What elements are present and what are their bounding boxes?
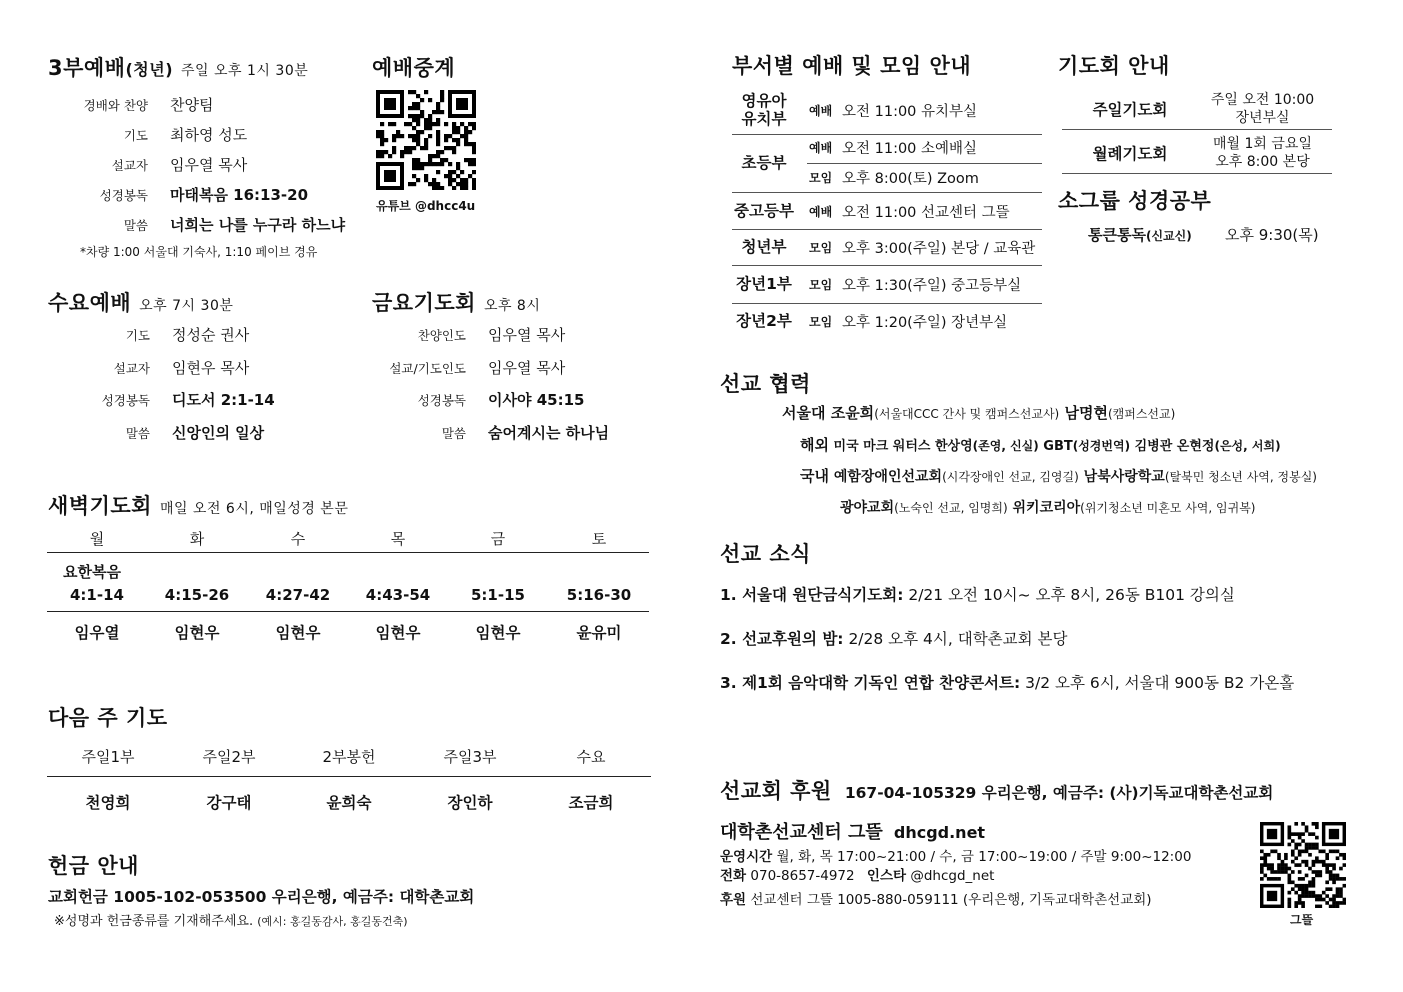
order-value: 너희는 나를 누구라 하느냐 <box>170 216 346 234</box>
small-group-time: 오후 9:30(목) <box>1225 226 1319 244</box>
broadcast-caption: 유튜브 @dhcc4u <box>376 199 476 213</box>
dawn-day: 목 <box>390 530 406 548</box>
order-value: 찬양팀 <box>170 96 214 114</box>
worship3-title: 3부예배(청년) 주일 오후 1시 30분 <box>48 56 309 80</box>
prayer-meeting-time: 주일 오전 10:00 <box>1210 92 1315 108</box>
dawn-leader: 임현우 <box>275 624 321 642</box>
worship3-note: *차량 1:00 서울대 기숙사, 1:10 페이브 경유 <box>80 245 318 259</box>
mission-partner-text: (탈북민 청소년 사역, 정봉실) <box>1164 470 1317 484</box>
dawn-table-rule <box>47 611 649 612</box>
order-value: 신앙인의 일상 <box>172 423 265 442</box>
mission-news-head: 2. 선교후원의 밤: <box>720 630 844 648</box>
center-contact: 전화 070-8657-4972 인스타 @dhcgd_net <box>720 868 995 884</box>
dawn-book: 요한복음 <box>63 563 121 581</box>
dawn-day: 화 <box>189 530 205 548</box>
order-value: 임현우 목사 <box>172 358 250 377</box>
order-value: 임우열 목사 <box>170 156 248 174</box>
mission-partner-text: 서울대 <box>782 404 826 422</box>
order-label: 말씀 <box>123 218 148 233</box>
order-value: 임우열 목사 <box>488 358 566 377</box>
mission-partner-text: 광야교회 <box>840 500 895 516</box>
mission-partner-text: 미국 마크 워터스 한상영 <box>828 439 973 454</box>
department-name: 중고등부 <box>734 201 794 220</box>
prayer-name: 윤희숙 <box>326 794 372 812</box>
dawn-leader: 임우열 <box>74 624 120 642</box>
mission-partner-text: (위기청소년 미혼모 사역, 임귀복) <box>1080 501 1256 515</box>
mission-news-head: 3. 제1회 음악대학 기독인 연합 찬양콘서트: <box>720 674 1021 692</box>
mission-partner-text: 김병관 온현정 <box>1130 439 1215 454</box>
offering-account: 교회헌금 1005-102-053500 우리은행, 예금주: 대학촌교회 <box>48 888 475 906</box>
small-group-title: 소그룹 성경공부 <box>1058 189 1212 213</box>
order-value: 숨어계시는 하나님 <box>488 423 610 442</box>
prayer-slot: 주일3부 <box>443 748 497 766</box>
mission-partner-text: 위키코리아 <box>1007 500 1081 516</box>
dawn-leader: 임현우 <box>174 624 220 642</box>
mission-partner-line <box>782 402 1175 423</box>
dawn-leader: 임현우 <box>375 624 421 642</box>
prayer-name: 강구태 <box>206 794 252 812</box>
mission-news-body: 2/21 오전 10시~ 오후 8시, 26동 B101 강의실 <box>903 586 1235 604</box>
department-entry-text: 오후 1:30(주일) 중고등부실 <box>842 278 1022 294</box>
department-entry-tag: 모임 <box>809 278 833 292</box>
dawn-day: 수 <box>290 530 306 548</box>
order-value: 임우열 목사 <box>488 326 566 344</box>
prayer-name: 천영희 <box>85 794 131 812</box>
prayer-meeting-divider <box>1062 173 1332 174</box>
department-entry-tag: 모임 <box>809 241 833 255</box>
mission-partner-text: (성경번역) <box>1072 439 1131 453</box>
order-label: 설교자 <box>111 158 148 173</box>
mission-partner-text: 예함장애인선교회 <box>828 469 943 485</box>
mission-news-body: 2/28 오후 4시, 대학촌교회 본당 <box>843 630 1068 648</box>
wednesday-title: 수요예배 오후 7시 30분 <box>48 291 234 315</box>
offering-title: 헌금 안내 <box>48 854 139 878</box>
department-name: 초등부 <box>741 154 787 172</box>
mission-partner-text: (노숙인 선교, 임명희) <box>894 501 1008 515</box>
order-value: 이사야 45:15 <box>488 391 585 409</box>
prayer-meeting-name: 주일기도회 <box>1092 101 1168 119</box>
department-entry-text: 오전 11:00 유치부실 <box>842 104 978 120</box>
center-hours: 운영시간 월, 화, 목 17:00~21:00 / 수, 금 17:00~19:00 / 주말 9:00~12:00 <box>720 849 1192 865</box>
dawn-table-rule <box>47 552 649 553</box>
prayer-slot: 주일1부 <box>81 748 135 766</box>
mission-partner-line <box>800 434 1281 455</box>
center-qr-caption: 그뜰 <box>1290 913 1314 927</box>
department-entry-tag: 예배 <box>809 204 833 219</box>
prayer-slot: 주일2부 <box>202 748 256 766</box>
order-value: 정성순 권사 <box>172 326 250 344</box>
mission-news-item <box>720 671 1294 693</box>
friday-time: 오후 8시 <box>483 298 541 314</box>
dawn-passage: 4:27-42 <box>265 586 331 604</box>
department-entry-tag: 모임 <box>809 315 833 329</box>
prayer-meeting-divider <box>1062 129 1332 130</box>
mission-partner-text: (서울대CCC 간사 및 캠퍼스선교사) <box>874 407 1060 421</box>
dawn-leader: 윤유미 <box>576 624 622 642</box>
order-label: 말씀 <box>125 425 150 441</box>
dawn-title: 새벽기도회 매일 오전 6시, 매일성경 본문 <box>48 494 349 518</box>
youtube-qr-code[interactable] <box>376 90 476 190</box>
dawn-day: 월 <box>89 530 105 548</box>
wednesday-time: 오후 7시 30분 <box>139 298 234 314</box>
order-value: 최하영 성도 <box>170 126 248 144</box>
prayer-slot: 2부봉헌 <box>322 748 376 766</box>
order-label: 기도 <box>123 128 148 143</box>
departments-title: 부서별 예배 및 모임 안내 <box>732 54 972 78</box>
prayer-meeting-place: 장년부실 <box>1235 110 1290 126</box>
order-label: 찬양인도 <box>417 328 466 343</box>
department-name: 청년부 <box>741 238 787 256</box>
mission-partner-line <box>800 465 1317 486</box>
center-qr-code[interactable] <box>1260 822 1346 908</box>
mission-partner-text: 국내 <box>800 467 829 485</box>
department-name: 영유아 유치부 <box>741 92 787 128</box>
order-label: 설교자 <box>113 360 150 376</box>
dawn-passage: 4:15-26 <box>164 586 230 604</box>
mission-news-title: 선교 소식 <box>720 542 811 566</box>
mission-news-head: 1. 서울대 원단금식기도회: <box>720 586 904 604</box>
prayer-meeting-time: 매월 1회 금요일 <box>1213 136 1312 152</box>
order-value: 디도서 2:1-14 <box>172 391 275 409</box>
order-label: 성경봉독 <box>99 188 148 203</box>
prayer-meetings-title: 기도회 안내 <box>1058 54 1170 78</box>
mission-partner-text: GBT <box>1038 439 1073 454</box>
support-line: 선교회 후원 167-04-105329 우리은행, 예금주: (사)기독교대학촌선교회 <box>720 779 1274 803</box>
department-name: 장년1부 <box>736 275 792 293</box>
prayer-slot: 수요 <box>576 748 606 766</box>
mission-partner-text: (은성, 서희) <box>1214 439 1281 453</box>
order-label: 말씀 <box>441 425 466 441</box>
mission-title: 선교 협력 <box>720 372 811 396</box>
mission-partner-text: (존영, 신실) <box>972 439 1039 453</box>
department-entry-text: 오후 8:00(토) Zoom <box>842 171 979 187</box>
dawn-passage: 4:1-14 <box>70 586 124 604</box>
order-label: 경배와 찬양 <box>83 98 148 113</box>
dawn-leader: 임현우 <box>475 624 521 642</box>
department-entry-tag: 모임 <box>809 171 833 185</box>
department-entry-divider <box>807 163 1042 164</box>
next-prayer-title: 다음 주 기도 <box>48 706 168 730</box>
mission-partner-text: (시각장애인 선교, 김영길) <box>942 470 1079 484</box>
mission-partner-line <box>840 497 1255 517</box>
mission-partner-text: 조윤희 <box>825 404 875 422</box>
mission-partner-text: 남북사랑학교 <box>1078 469 1165 485</box>
next-prayer-rule <box>47 776 651 777</box>
order-label: 설교/기도인도 <box>389 360 466 376</box>
department-entry-tag: 예배 <box>809 141 833 155</box>
dawn-time: 매일 오전 6시, 매일성경 본문 <box>159 501 349 517</box>
friday-title: 금요기도회 오후 8시 <box>372 291 541 315</box>
department-entry-text: 오후 3:00(주일) 본당 / 교육관 <box>842 241 1036 257</box>
prayer-name: 조금희 <box>568 794 614 812</box>
center-title-line: 대학촌선교센터 그뜰 dhcgd.net <box>720 822 986 843</box>
order-label: 성경봉독 <box>101 393 150 408</box>
dawn-day: 토 <box>591 530 607 548</box>
dawn-passage: 4:43-54 <box>365 586 431 604</box>
department-entry-text: 오전 11:00 소예배실 <box>842 141 978 157</box>
dawn-passage: 5:1-15 <box>471 586 525 604</box>
prayer-meeting-name: 월례기도회 <box>1092 145 1168 163</box>
mission-partner-text: (캠퍼스선교) <box>1107 407 1176 421</box>
small-group-entry: 통큰통독(신교신) <box>1088 226 1192 244</box>
mission-partner-text: 해외 <box>800 436 829 454</box>
offering-note: ※성명과 헌금종류를 기재해주세요. (예시: 홍길동감사, 홍길동건축) <box>54 914 408 929</box>
mission-news-item <box>720 583 1235 605</box>
mission-news-body: 3/2 오후 6시, 서울대 900동 B2 가온홀 <box>1020 674 1295 692</box>
department-entry-tag: 예배 <box>809 104 833 118</box>
center-url: dhcgd.net <box>893 823 986 842</box>
mission-news-item <box>720 627 1067 649</box>
broadcast-title: 예배중계 <box>372 56 456 80</box>
center-donate: 후원 선교센터 그뜰 1005-880-059111 (우리은행, 기독교대학촌선교회) <box>720 892 1152 908</box>
prayer-name: 장인하 <box>447 794 493 812</box>
worship3-time: 주일 오후 1시 30분 <box>181 63 309 79</box>
department-entry-text: 오전 11:00 선교센터 그뜰 <box>842 204 1010 221</box>
order-label: 기도 <box>125 328 150 343</box>
dawn-passage: 5:16-30 <box>566 586 632 604</box>
mission-partner-text: 남명현 <box>1059 404 1108 422</box>
department-entry-text: 오후 1:20(주일) 장년부실 <box>842 315 1008 331</box>
order-value: 마태복음 16:13-20 <box>170 186 309 204</box>
prayer-meeting-place: 오후 8:00 본당 <box>1215 154 1310 170</box>
department-name: 장년2부 <box>736 312 792 330</box>
dawn-day: 금 <box>490 530 506 548</box>
order-label: 성경봉독 <box>417 393 466 408</box>
